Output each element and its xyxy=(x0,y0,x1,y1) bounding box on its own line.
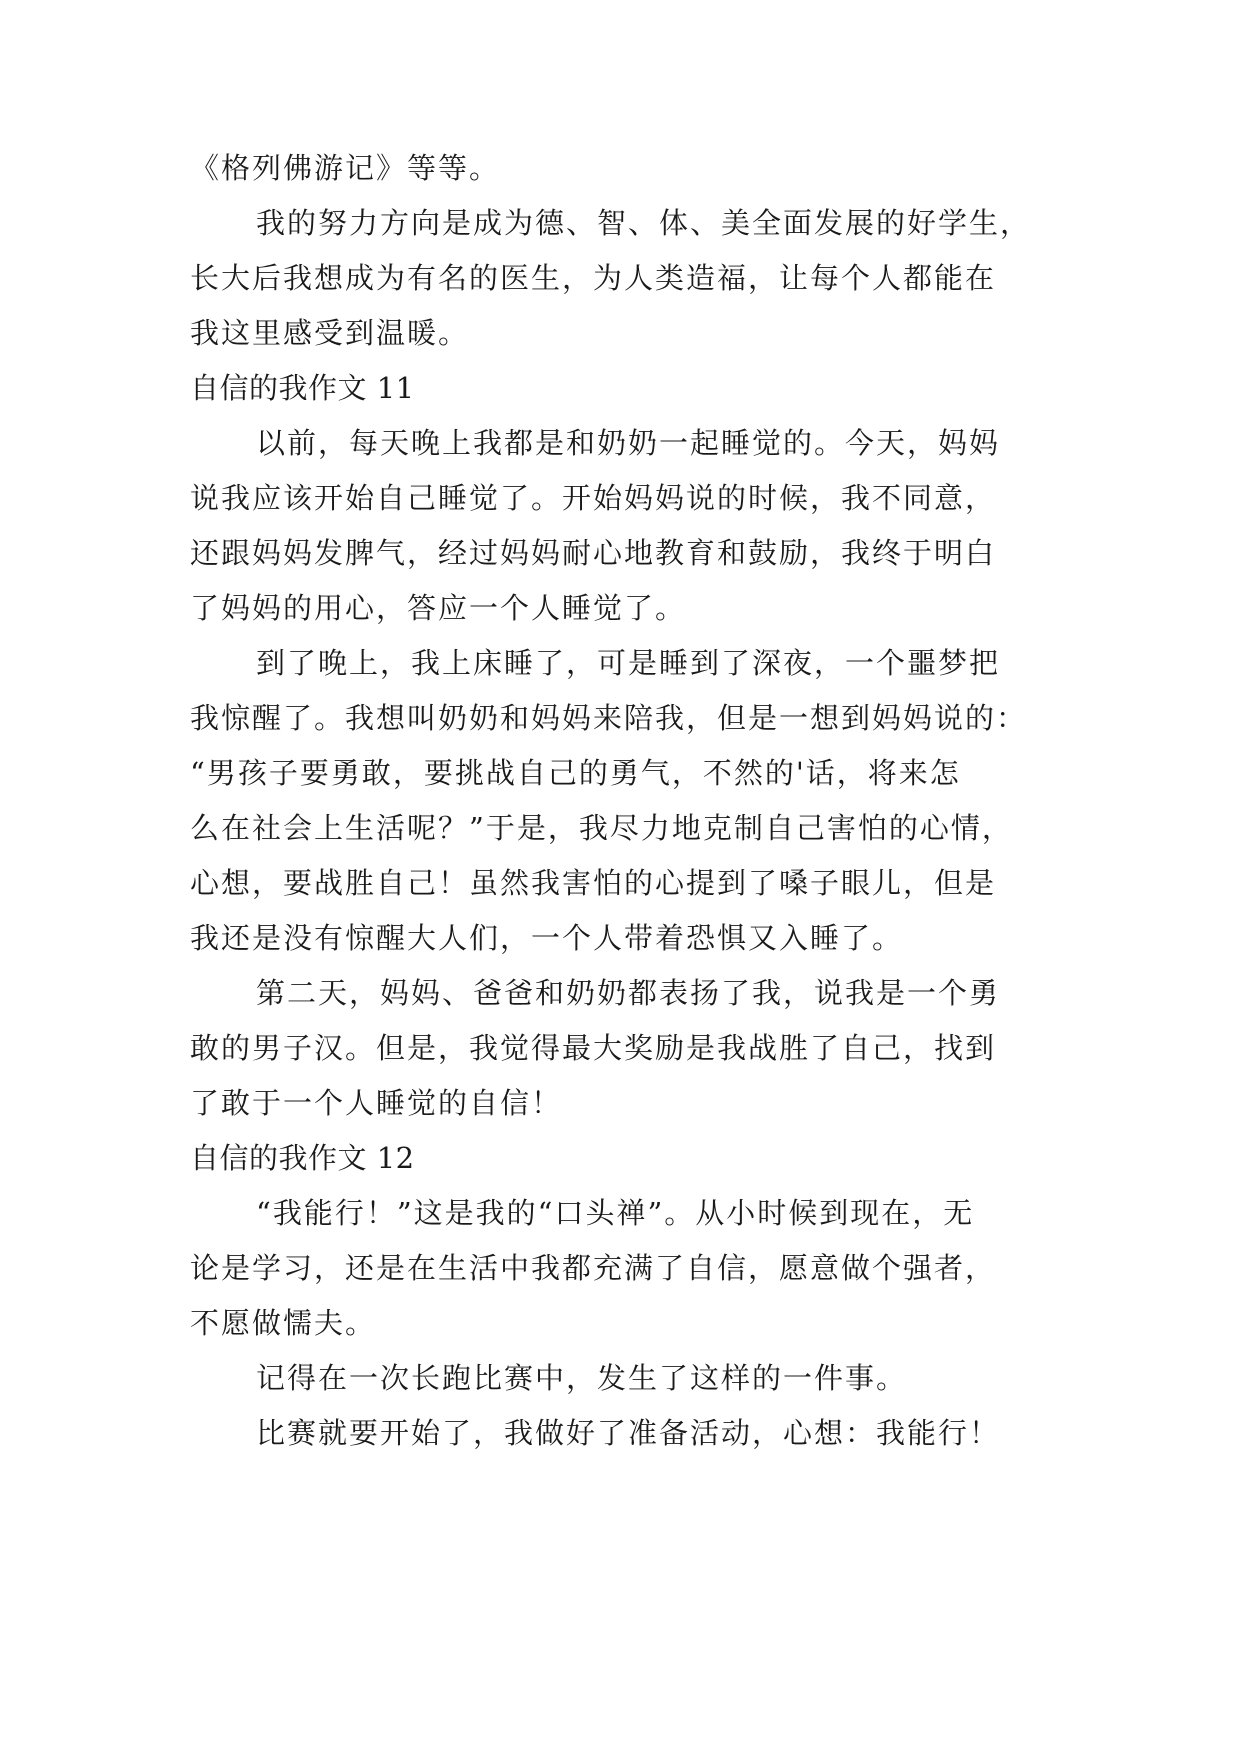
text-line: “我能行！”这是我的“口头禅”。从小时候到现在，无 xyxy=(256,1196,975,1230)
section-heading: 自信的我作文 12 xyxy=(190,1141,415,1175)
text-line: 么在社会上生活呢？”于是，我尽力地克制自己害怕的心情， xyxy=(190,811,1013,845)
text-line: 我这里感受到温暖。 xyxy=(190,316,470,350)
text-line: 我还是没有惊醒大人们，一个人带着恐惧又入睡了。 xyxy=(190,921,904,955)
text-line: 我的努力方向是成为德、智、体、美全面发展的好学生， xyxy=(256,206,1032,240)
text-line: 第二天，妈妈、爸爸和奶奶都表扬了我，说我是一个勇 xyxy=(256,976,1001,1010)
text-line: 不愿做懦夫。 xyxy=(190,1306,377,1340)
text-line: 比赛就要开始了，我做好了准备活动，心想：我能行！ xyxy=(256,1416,1001,1450)
text-line: 还跟妈妈发脾气，经过妈妈耐心地教育和鼓励，我终于明白 xyxy=(190,536,997,570)
text-line: “男孩子要勇敢，要挑战自己的勇气，不然的'话，将来怎 xyxy=(190,756,961,790)
text-line: 长大后我想成为有名的医生，为人类造福，让每个人都能在 xyxy=(190,261,997,295)
text-line: 以前，每天晚上我都是和奶奶一起睡觉的。今天，妈妈 xyxy=(256,426,1001,460)
section-heading: 自信的我作文 11 xyxy=(190,371,415,405)
text-line: 《格列佛游记》等等。 xyxy=(190,151,501,185)
text-line: 心想，要战胜自己！虽然我害怕的心提到了嗓子眼儿，但是 xyxy=(190,866,997,900)
text-line: 记得在一次长跑比赛中，发生了这样的一件事。 xyxy=(256,1361,908,1395)
text-line: 我惊醒了。我想叫奶奶和妈妈来陪我，但是一想到妈妈说的： xyxy=(190,701,1028,735)
text-line: 说我应该开始自己睡觉了。开始妈妈说的时候，我不同意， xyxy=(190,481,997,515)
text-line: 了妈妈的用心，答应一个人睡觉了。 xyxy=(190,591,687,625)
text-line: 论是学习，还是在生活中我都充满了自信，愿意做个强者， xyxy=(190,1251,997,1285)
text-line: 敢的男子汉。但是，我觉得最大奖励是我战胜了自己，找到 xyxy=(190,1031,997,1065)
text-line: 到了晚上，我上床睡了，可是睡到了深夜，一个噩梦把 xyxy=(256,646,1001,680)
text-line: 了敢于一个人睡觉的自信！ xyxy=(190,1086,563,1120)
